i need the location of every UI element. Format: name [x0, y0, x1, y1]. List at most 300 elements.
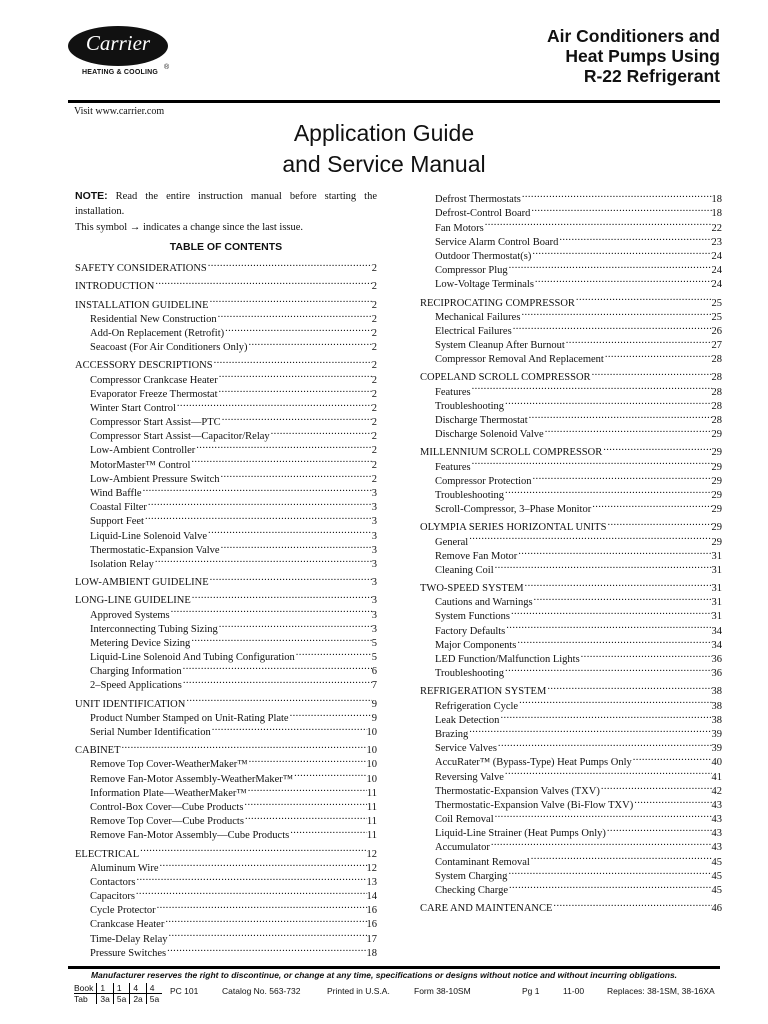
toc-entry-label: Refrigeration Cycle — [435, 700, 519, 712]
toc-entry-page: 17 — [366, 933, 377, 945]
toc-right-column — [420, 188, 722, 915]
toc-entry-page: 14 — [366, 891, 377, 903]
toc-leader-dots — [170, 603, 372, 617]
toc-leader-dots — [247, 336, 371, 350]
toc-entry-label: CABINET — [75, 745, 121, 757]
toc-leader-dots — [217, 308, 372, 322]
toc-leader-dots — [190, 453, 371, 467]
toc-leader-dots — [221, 411, 372, 425]
toc-leader-dots — [468, 530, 711, 544]
toc-section-entry[interactable] — [420, 291, 722, 309]
toc-entry-page: 43 — [711, 799, 722, 811]
toc-entry-page: 29 — [711, 489, 722, 501]
toc-entry-page: 31 — [711, 597, 722, 609]
toc-entry-page: 28 — [711, 372, 722, 384]
page-number: Pg 1 — [522, 986, 540, 996]
toc-entry-page: 3 — [371, 502, 377, 514]
toc-entry-page: 38 — [711, 700, 722, 712]
toc-entry-label: ACCESSORY DESCRIPTIONS — [75, 360, 213, 372]
toc-entry-page: 31 — [711, 583, 722, 595]
toc-entry-page: 25 — [711, 297, 722, 309]
toc-entry-label: Interconnecting Tubing Sizing — [90, 623, 218, 635]
toc-entry-page: 28 — [711, 400, 722, 412]
toc-entry-label: Approved Systems — [90, 609, 170, 621]
toc-leader-dots — [510, 605, 712, 619]
toc-leader-dots — [504, 395, 711, 409]
toc-leader-dots — [224, 322, 372, 336]
toc-left-column — [75, 257, 377, 959]
toc-entry-page: 39 — [711, 743, 722, 755]
toc-entry-label: Troubleshooting — [435, 400, 505, 412]
document-title-line: Application Guide — [293, 120, 475, 146]
toc-entry-label: OLYMPIA SERIES HORIZONTAL UNITS — [420, 522, 607, 534]
toc-leader-dots — [484, 216, 712, 230]
form-number: Form 38-10SM — [414, 986, 471, 996]
toc-leader-dots — [139, 842, 366, 856]
toc-entry-page: 3 — [371, 595, 377, 607]
toc-entry-page: 24 — [711, 279, 722, 291]
toc-entry-label: Factory Defaults — [435, 625, 506, 637]
toc-entry-page: 3 — [371, 530, 377, 542]
toc-entry-page: 9 — [371, 712, 377, 724]
toc-entry-label: Discharge Solenoid Valve — [435, 429, 544, 441]
toc-entry-page: 7 — [371, 680, 377, 692]
toc-entry-page: 12 — [366, 862, 377, 874]
toc-entry-label: Coil Removal — [435, 814, 494, 826]
toc-entry-page: 18 — [366, 947, 377, 959]
toc-entry-label: Coastal Filter — [90, 502, 147, 514]
toc-leader-dots — [516, 634, 711, 648]
toc-section-entry[interactable] — [420, 516, 722, 534]
toc-entry-page: 2 — [371, 431, 377, 443]
toc-entry-page: 45 — [711, 885, 722, 896]
toc-leader-dots — [494, 559, 712, 573]
toc-entry-page: 29 — [711, 536, 722, 548]
toc-leader-dots — [520, 306, 711, 320]
toc-leader-dots — [164, 913, 366, 927]
toc-entry-page: 24 — [711, 265, 722, 277]
toc-entry-page: 11 — [366, 830, 377, 842]
toc-entry-page: 28 — [711, 354, 722, 366]
toc-leader-dots — [293, 767, 366, 781]
toc-section-entry[interactable] — [75, 354, 377, 372]
toc-leader-dots — [530, 850, 712, 864]
toc-entry-label: Isolation Relay — [90, 558, 154, 570]
toc-entry-label: INSTALLATION GUIDELINE — [75, 299, 209, 311]
toc-leader-dots — [147, 496, 372, 510]
toc-entry-label: Control-Box Cover—Cube Products — [90, 801, 244, 813]
toc-entry-page: 6 — [371, 666, 377, 678]
toc-leader-dots — [289, 824, 367, 838]
toc-entry-page: 9 — [371, 698, 377, 710]
logo-wordmark: Carrier — [85, 31, 151, 55]
toc-entry-label: Compressor Crankcase Heater — [90, 374, 218, 386]
toc-section-entry[interactable] — [75, 257, 377, 275]
issue-date: 11-00 — [563, 986, 585, 996]
change-symbol-note: This symbol → indicates a change since the last issue. — [75, 222, 304, 233]
document-title — [0, 118, 768, 180]
toc-leader-dots — [191, 589, 372, 603]
toc-entry-label: Remove Fan-Motor Assembly—Cube Products — [90, 830, 290, 842]
toc-entry-label: Crankcase Heater — [90, 919, 165, 931]
toc-entry-page: 3 — [371, 488, 377, 499]
book-cell: 1 — [113, 983, 129, 994]
carrier-logo — [68, 26, 172, 80]
toc-section-entry[interactable] — [75, 275, 377, 293]
toc-entry-label: Reversing Valve — [435, 771, 504, 783]
toc-leader-dots — [606, 822, 712, 836]
toc-leader-dots — [471, 455, 712, 469]
book-tab-grid — [74, 983, 162, 1004]
toc-entry-page: 13 — [366, 876, 377, 888]
toc-entry-label: Features — [435, 386, 471, 398]
toc-leader-dots — [154, 553, 372, 567]
toc-leader-dots — [602, 441, 711, 455]
toc-entry-page: 11 — [366, 787, 377, 799]
toc-entry-label: General — [435, 536, 469, 548]
toc-entry-label: Charging Information — [90, 666, 182, 678]
toc-entry-page: 24 — [711, 250, 722, 262]
toc-entry-page: 27 — [711, 340, 722, 352]
toc-entry-page: 22 — [711, 222, 722, 234]
toc-entry-label: Major Components — [435, 639, 517, 651]
toc-section-entry[interactable] — [75, 571, 377, 589]
toc-leader-dots — [270, 425, 372, 439]
toc-entry-label: Remove Top Cover—Cube Products — [90, 816, 244, 828]
toc-leader-dots — [633, 794, 711, 808]
toc-entry-label: Contactors — [90, 876, 136, 888]
toc-leader-dots — [534, 273, 712, 287]
toc-entry-page: 3 — [371, 558, 377, 570]
logo-registered-mark: ® — [164, 64, 170, 71]
toc-entry-page: 10 — [366, 727, 377, 738]
toc-leader-dots — [218, 618, 372, 632]
toc-entry-page: 2 — [371, 445, 377, 457]
toc-entry-page: 3 — [371, 516, 377, 528]
toc-leader-dots — [505, 619, 711, 633]
toc-leader-dots — [218, 383, 372, 397]
book-cell: 1 — [97, 983, 113, 994]
toc-entry-label: Compressor Start Assist—PTC — [90, 417, 221, 429]
toc-leader-dots — [518, 694, 711, 708]
toc-leader-dots — [600, 780, 712, 794]
toc-leader-dots — [248, 753, 367, 767]
toc-entry-page: 34 — [711, 625, 722, 637]
toc-entry-label: Accumulator — [435, 842, 490, 854]
toc-section-entry[interactable] — [420, 441, 722, 459]
toc-section-entry[interactable] — [75, 589, 377, 607]
toc-entry-label: Cycle Protector — [90, 905, 156, 917]
toc-entry-label: LED Function/Malfunction Lights — [435, 654, 580, 665]
toc-entry-label: UNIT IDENTIFICATION — [75, 698, 186, 710]
toc-leader-dots — [528, 409, 712, 423]
toc-entry-page: 28 — [711, 415, 722, 426]
toc-section-entry[interactable] — [75, 842, 377, 860]
toc-leader-dots — [546, 680, 711, 694]
toc-section-entry[interactable] — [420, 366, 722, 384]
toc-entry-label: Compressor Protection — [435, 475, 532, 487]
toc-section-entry[interactable] — [420, 897, 722, 915]
toc-leader-dots — [558, 231, 711, 245]
toc-leader-dots — [604, 348, 712, 362]
toc-section-entry[interactable] — [420, 680, 722, 698]
toc-entry-label: Cleaning Coil — [435, 564, 494, 576]
toc-entry-label: Service Alarm Control Board — [435, 236, 559, 248]
toc-section-entry[interactable] — [75, 692, 377, 710]
toc-entry-label: REFRIGERATION SYSTEM — [420, 686, 547, 698]
toc-entry-page: 29 — [711, 447, 722, 459]
toc-leader-dots — [565, 334, 712, 348]
toc-entry-page: 43 — [711, 828, 722, 840]
toc-entry-page: 2 — [371, 299, 377, 311]
toc-entry-page: 45 — [711, 856, 722, 868]
toc-entry-label: Fan Motors — [435, 222, 484, 234]
toc-leader-dots — [219, 468, 371, 482]
toc-leader-dots — [244, 810, 367, 824]
product-title-line: Heat Pumps Using — [565, 46, 720, 66]
toc-entry-label: System Charging — [435, 870, 508, 882]
toc-entry-page: 43 — [711, 842, 722, 854]
toc-entry-page: 29 — [711, 475, 722, 487]
toc-entry-label: Product Number Stamped on Unit-Rating Plate — [90, 712, 289, 724]
toc-entry-page: 2 — [371, 313, 377, 325]
note-label: NOTE: — [75, 190, 108, 202]
toc-leader-dots — [247, 782, 367, 796]
toc-leader-dots — [213, 354, 372, 368]
toc-entry-label: Troubleshooting — [435, 489, 505, 501]
toc-leader-dots — [289, 707, 372, 721]
website-link[interactable]: Visit www.carrier.com — [74, 106, 165, 117]
toc-leader-dots — [182, 660, 372, 674]
toc-entry-page: 3 — [371, 544, 377, 556]
toc-entry-label: Service Valves — [435, 743, 497, 755]
toc-leader-dots — [632, 751, 712, 765]
toc-entry-page: 2 — [371, 281, 377, 293]
toc-entry-label: System Cleanup After Burnout — [435, 340, 565, 352]
toc-entry-label: Defrost-Control Board — [435, 208, 531, 220]
toc-leader-dots — [530, 202, 711, 216]
toc-entry-page: 23 — [711, 236, 722, 248]
toc-entry-page: 11 — [366, 801, 377, 813]
toc-entry-label: Aluminum Wire — [90, 862, 159, 874]
toc-leader-dots — [207, 524, 372, 538]
tab-cell: 3a — [97, 994, 113, 1005]
toc-entry-page: 39 — [711, 728, 722, 740]
toc-entry-label: Compressor Removal And Replacement — [435, 354, 604, 366]
toc-entry-label: Liquid-Line Solenoid Valve — [90, 530, 208, 542]
toc-entry-page: 43 — [711, 814, 722, 826]
toc-leader-dots — [508, 879, 712, 893]
toc-leader-dots — [121, 739, 367, 753]
toc-entry-label: Electrical Failures — [435, 325, 512, 337]
toc-section-entry[interactable] — [75, 739, 377, 757]
toc-entry-page: 31 — [711, 564, 722, 576]
toc-leader-dots — [504, 662, 711, 676]
toc-section-entry[interactable] — [420, 577, 722, 595]
toc-entry-label: Capacitors — [90, 891, 135, 903]
toc-entry-page: 41 — [711, 771, 722, 783]
toc-leader-dots — [490, 836, 712, 850]
document-title-line: and Service Manual — [282, 151, 486, 177]
toc-entry-page: 18 — [711, 194, 722, 206]
product-title — [547, 26, 720, 86]
toc-leader-dots — [243, 796, 366, 810]
tab-cell: Tab — [74, 994, 88, 1004]
toc-entry-label: Remove Top Cover-WeatherMaker™ — [90, 759, 248, 771]
toc-leader-dots — [159, 857, 367, 871]
toc-entry-page: 36 — [711, 654, 722, 665]
toc-leader-dots — [494, 808, 712, 822]
toc-entry-label: Cautions and Warnings — [435, 597, 533, 609]
toc-entry-label: MILLENNIUM SCROLL COMPRESSOR — [420, 447, 603, 459]
toc-entry-page: 45 — [711, 870, 722, 882]
toc-leader-dots — [156, 899, 367, 913]
toc-leader-dots — [195, 439, 371, 453]
toc-entry-page: 2 — [371, 459, 377, 471]
toc-entry-page: 18 — [711, 208, 722, 220]
toc-entry-label: Low-Ambient Controller — [90, 445, 196, 457]
toc-entry-page: 38 — [711, 686, 722, 698]
toc-leader-dots — [185, 692, 371, 706]
toc-leader-dots — [468, 723, 711, 737]
toc-entry-label: Thermostatic-Expansion Valve (Bi-Flow TXV) — [435, 799, 634, 811]
toc-entry-label: Time-Delay Relay — [90, 933, 168, 945]
toc-entry-page: 36 — [711, 668, 722, 680]
catalog-number: Catalog No. 563-732 — [222, 986, 301, 996]
toc-entry-label: System Functions — [435, 611, 510, 623]
footer-rule — [68, 966, 720, 969]
header-rule — [68, 100, 720, 103]
toc-entry-label: Add-On Replacement (Retrofit) — [90, 327, 225, 339]
tab-cell: 5a — [113, 994, 129, 1005]
toc-entry-label: Thermostatic-Expansion Valve — [90, 544, 220, 556]
toc-entry-label: Compressor Plug — [435, 265, 508, 277]
pc-code: PC 101 — [170, 986, 199, 996]
disclaimer: Manufacturer reserves the right to discontinue, or change at any time, specifications or designs without notice and without incurring obligations. — [90, 970, 678, 980]
toc-entry-page: 34 — [711, 639, 722, 651]
toc-entry-label: Liquid-Line Strainer (Heat Pumps Only) — [435, 828, 606, 840]
toc-entry-label: LONG-LINE GUIDELINE — [75, 595, 191, 607]
tab-cell: 5a — [146, 994, 162, 1005]
toc-entry-page: 12 — [366, 848, 377, 860]
toc-entry-page: 2 — [371, 327, 377, 339]
toc-entry-page: 2 — [371, 388, 377, 400]
toc-subsection-entry[interactable] — [420, 188, 722, 206]
note-text: Read the entire instruction manual before starting the installation. — [75, 191, 377, 217]
toc-entry-page: 10 — [366, 773, 377, 785]
toc-leader-dots — [512, 320, 712, 334]
toc-leader-dots — [182, 674, 372, 688]
toc-entry-page: 5 — [371, 652, 377, 664]
toc-entry-label: Brazing — [435, 728, 469, 740]
book-row — [74, 983, 162, 994]
toc-entry-label: Pressure Switches — [90, 947, 167, 959]
toc-entry-label: COPELAND SCROLL COMPRESSOR — [420, 372, 591, 384]
toc-leader-dots — [207, 257, 372, 271]
toc-entry-label: Leak Detection — [435, 714, 500, 726]
book-cell: 4 — [130, 983, 146, 994]
toc-leader-dots — [167, 927, 366, 941]
toc-entry-label: Compressor Start Assist—Capacitor/Relay — [90, 431, 270, 443]
toc-leader-dots — [508, 259, 712, 273]
toc-entry-label: LOW-AMBIENT GUIDELINE — [75, 577, 209, 589]
toc-leader-dots — [190, 632, 371, 646]
toc-leader-dots — [533, 591, 712, 605]
toc-entry-page: 29 — [711, 429, 722, 441]
toc-entry-label: Seacoast (For Air Conditioners Only) — [90, 342, 248, 354]
toc-leader-dots — [517, 545, 711, 559]
toc-entry-page: 26 — [711, 325, 722, 337]
toc-entry-page: 40 — [711, 757, 722, 769]
book-cell: Book — [74, 983, 97, 994]
toc-leader-dots — [591, 366, 712, 380]
toc-entry-label: Wind Baffle — [90, 488, 142, 499]
toc-entry-label: Residential New Construction — [90, 313, 217, 325]
toc-leader-dots — [295, 646, 372, 660]
toc-leader-dots — [606, 516, 711, 530]
toc-entry-page: 5 — [371, 637, 377, 649]
toc-entry-page: 2 — [371, 402, 377, 414]
toc-entry-label: Metering Device Sizing — [90, 637, 191, 649]
toc-leader-dots — [166, 942, 366, 956]
note-paragraph — [75, 189, 377, 219]
toc-entry-label: MotorMaster™ Control — [90, 459, 191, 471]
toc-entry-page: 3 — [371, 623, 377, 635]
toc-leader-dots — [591, 498, 711, 512]
toc-entry-page: 38 — [711, 714, 722, 726]
toc-entry-label: Remove Fan Motor — [435, 550, 518, 562]
toc-entry-label: Defrost Thermostats — [435, 194, 521, 206]
printed-in: Printed in U.S.A. — [327, 986, 390, 996]
toc-entry-label: INTRODUCTION — [75, 281, 155, 293]
toc-entry-page: 10 — [366, 745, 377, 757]
toc-leader-dots — [209, 293, 372, 307]
toc-leader-dots — [176, 397, 372, 411]
toc-leader-dots — [471, 380, 712, 394]
toc-entry-label: Thermostatic-Expansion Valves (TXV) — [435, 785, 600, 797]
toc-entry-page: 3 — [371, 609, 377, 621]
toc-entry-page: 10 — [366, 759, 377, 771]
toc-entry-page: 28 — [711, 386, 722, 398]
toc-entry-label: RECIPROCATING COMPRESSOR — [420, 297, 575, 309]
toc-entry-label: SAFETY CONSIDERATIONS — [75, 263, 207, 275]
toc-entry-label: Serial Number Identification — [90, 727, 211, 738]
toc-entry-page: 42 — [711, 785, 722, 797]
toc-entry-page: 11 — [366, 816, 377, 828]
toc-leader-dots — [218, 368, 372, 382]
toc-entry-label: Support Feet — [90, 516, 144, 528]
toc-entry-label: CARE AND MAINTENANCE — [420, 903, 553, 915]
toc-entry-label: AccuRater™ (Bypass-Type) Heat Pumps Only — [435, 757, 632, 769]
toc-leader-dots — [136, 871, 367, 885]
toc-leader-dots — [504, 765, 712, 779]
toc-entry-page: 31 — [711, 550, 722, 562]
toc-entry-label: Contaminant Removal — [435, 856, 530, 868]
toc-section-entry[interactable] — [75, 293, 377, 311]
toc-entry-label: Troubleshooting — [435, 668, 505, 680]
toc-leader-dots — [575, 291, 712, 305]
toc-entry-page: 31 — [711, 611, 722, 623]
toc-entry-page: 16 — [366, 905, 377, 917]
toc-entry-page: 2 — [371, 417, 377, 429]
toc-entry-label: Discharge Thermostat — [435, 415, 528, 426]
tab-row — [74, 994, 162, 1005]
toc-entry-label: 2–Speed Applications — [90, 680, 182, 692]
product-title-line: R-22 Refrigerant — [583, 66, 720, 86]
toc-entry-label: Information Plate—WeatherMaker™ — [90, 787, 247, 799]
toc-entry-page: 2 — [371, 360, 377, 372]
toc-entry-label: ELECTRICAL — [75, 848, 140, 860]
